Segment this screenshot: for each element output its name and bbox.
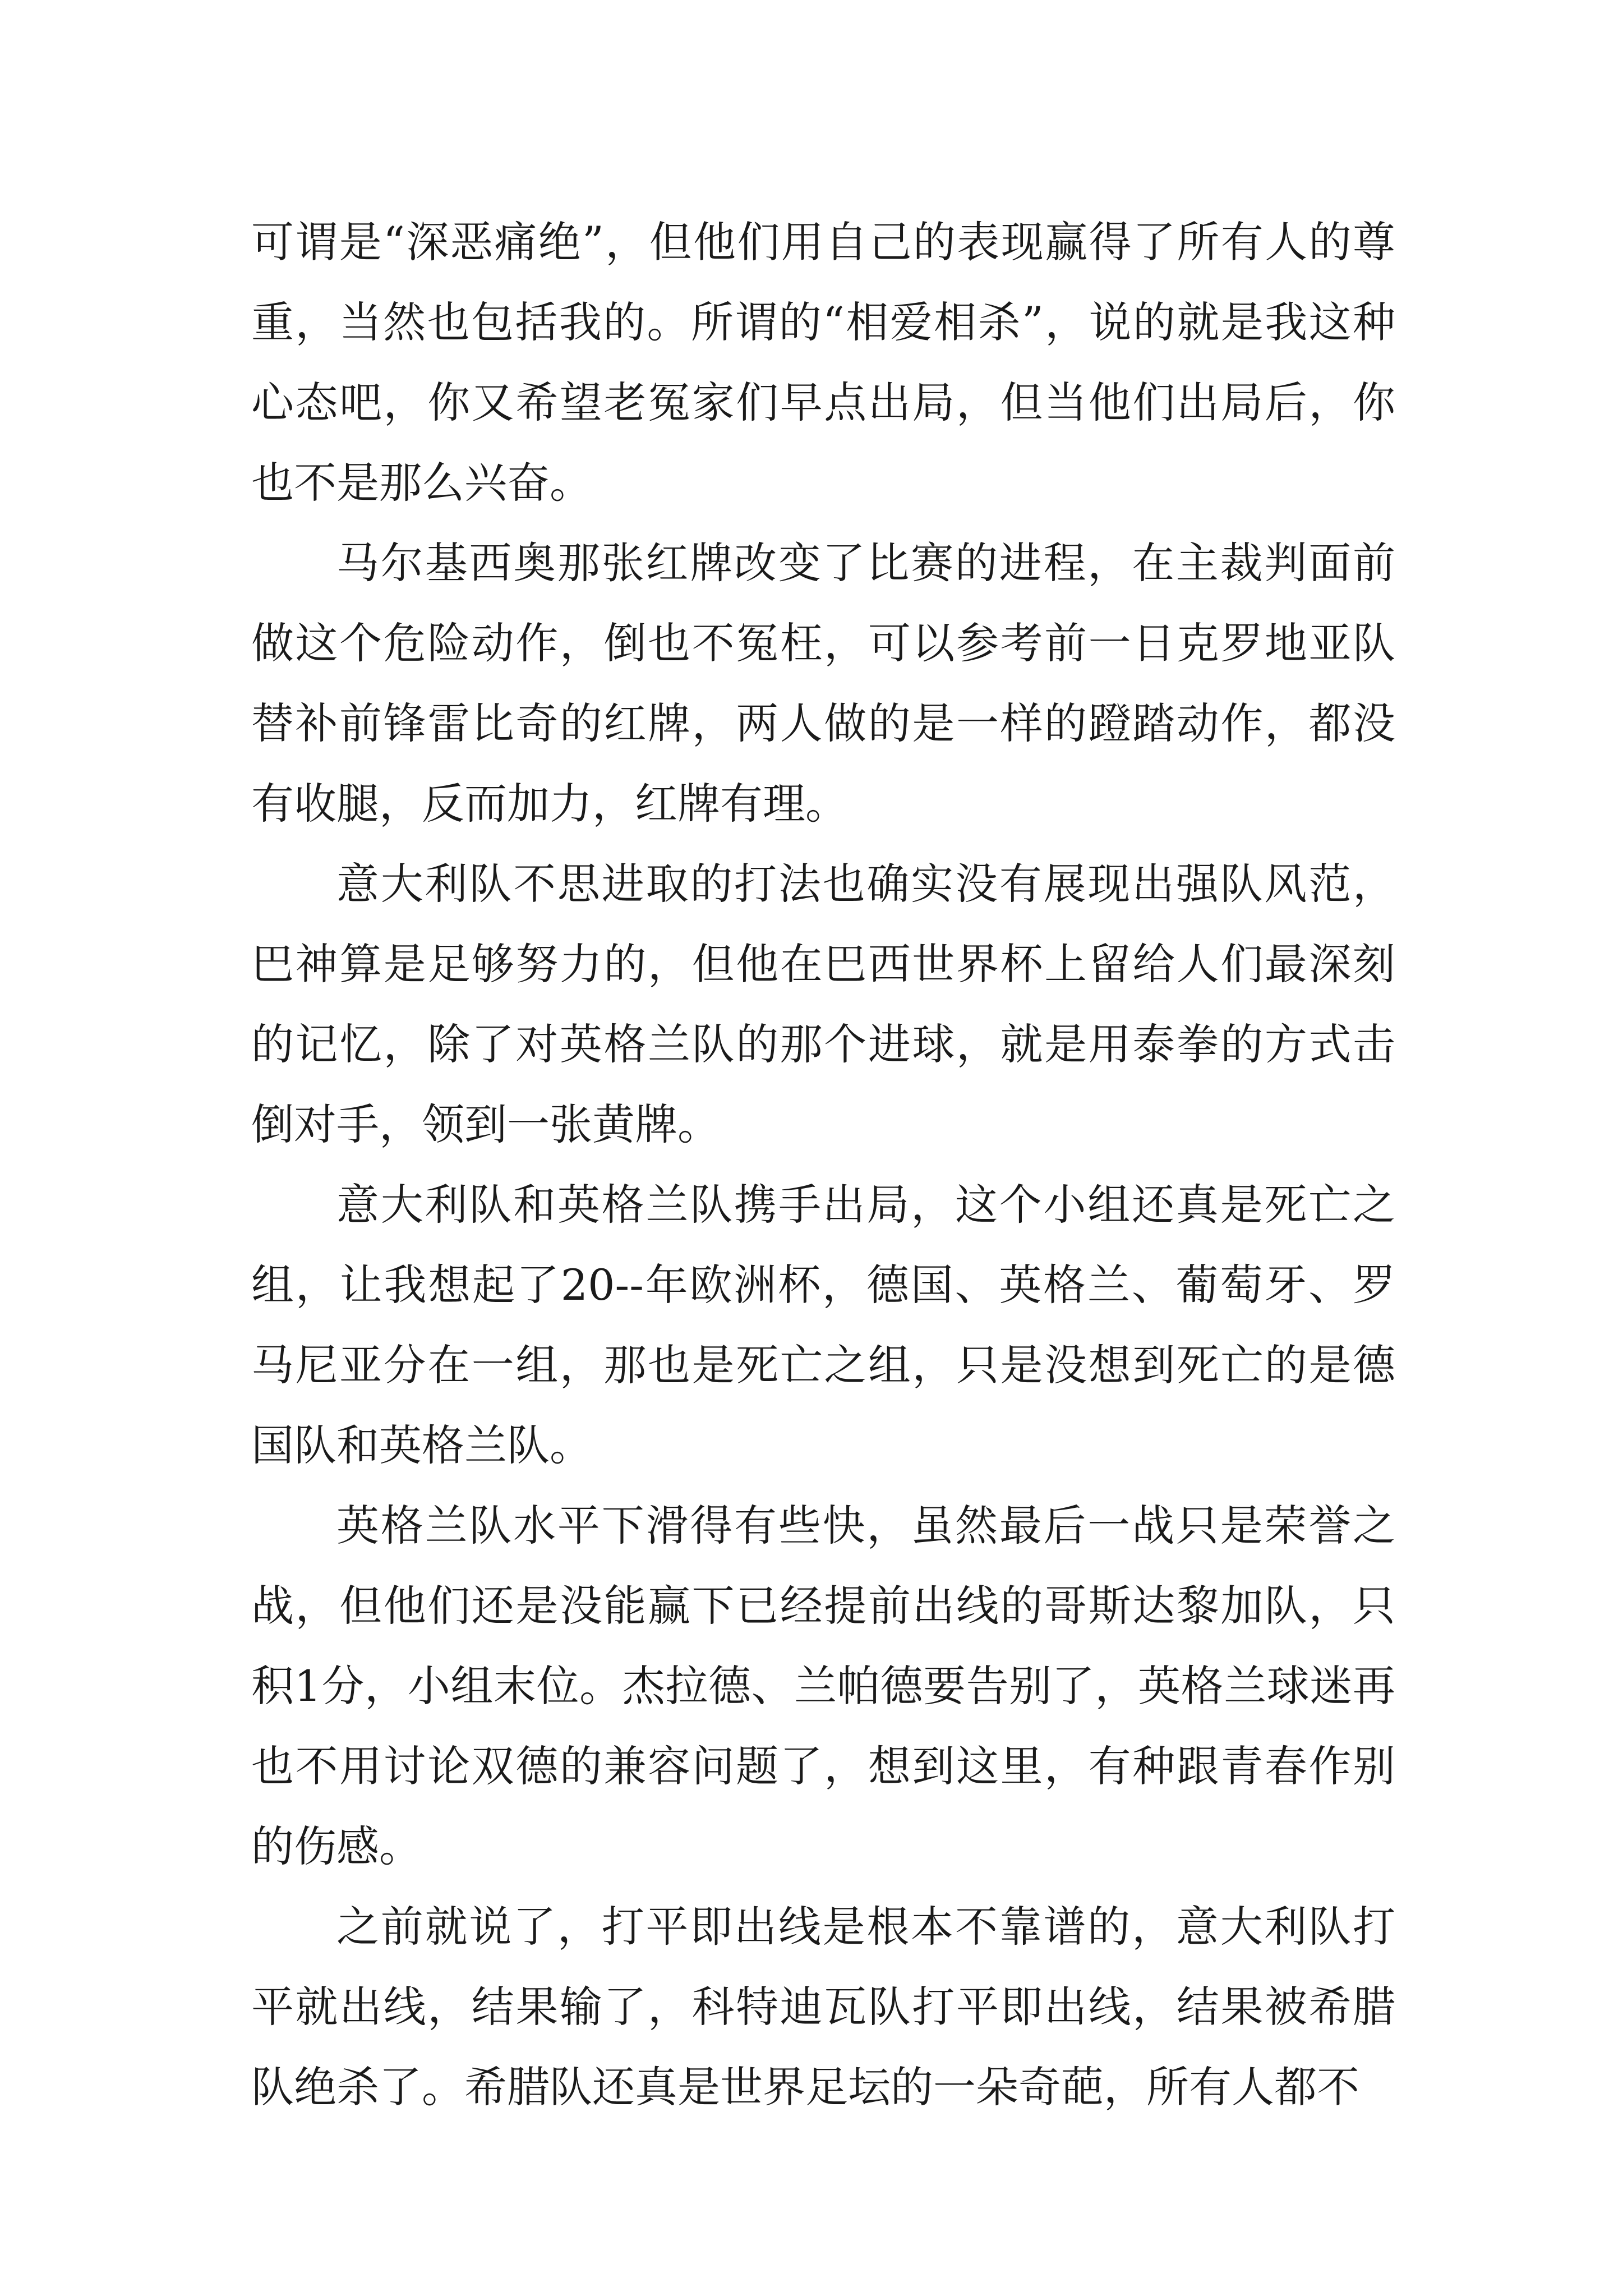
- paragraph-group-of-death: 意大利队和英格兰队携手出局，这个小组还真是死亡之组，让我想起了20--年欧洲杯，德国、英格兰、葡萄牙、罗马尼亚分在一组，那也是死亡之组，只是没想到死亡的是德国队和英格兰队。: [251, 1180, 1395, 1470]
- paragraph-draw-qualify: 之前就说了，打平即出线是根本不靠谱的，意大利队打平就出线，结果输了，科特迪瓦队打平即出线，结果被希腊队绝杀了。希腊队还真是世界足坛的一朵奇葩，所有人都不: [251, 1902, 1395, 2112]
- paragraph-england-decline: 英格兰队水平下滑得有些快，虽然最后一战只是荣誉之战，但他们还是没能赢下已经提前出线的哥斯达黎加队，只积1分，小组末位。杰拉德、兰帕德要告别了，英格兰球迷再也不用讨论双德的兼容问题了，想到这里，有种跟青春作别的伤感。: [251, 1501, 1395, 1871]
- paragraph-red-card: 马尔基西奥那张红牌改变了比赛的进程，在主裁判面前做这个危险动作，倒也不冤枉，可以参考前一日克罗地亚队替补前锋雷比奇的红牌，两人做的是一样的蹬踏动作，都没有收腿，反而加力，红牌有理。: [251, 538, 1395, 829]
- article-body: [251, 202, 1395, 2127]
- paragraph-continuation: 可谓是“深恶痛绝”，但他们用自己的表现赢得了所有人的尊重，当然也包括我的。所谓的“相爱相杀”，说的就是我这种心态吧，你又希望老冤家们早点出局，但当他们出局后，你也不是那么兴奋。: [251, 217, 1395, 508]
- paragraph-italy-style: 意大利队不思进取的打法也确实没有展现出强队风范，巴神算是足够努力的，但他在巴西世界杯上留给人们最深刻的记忆，除了对英格兰队的那个进球，就是用泰拳的方式击倒对手，领到一张黄牌。: [251, 859, 1395, 1149]
